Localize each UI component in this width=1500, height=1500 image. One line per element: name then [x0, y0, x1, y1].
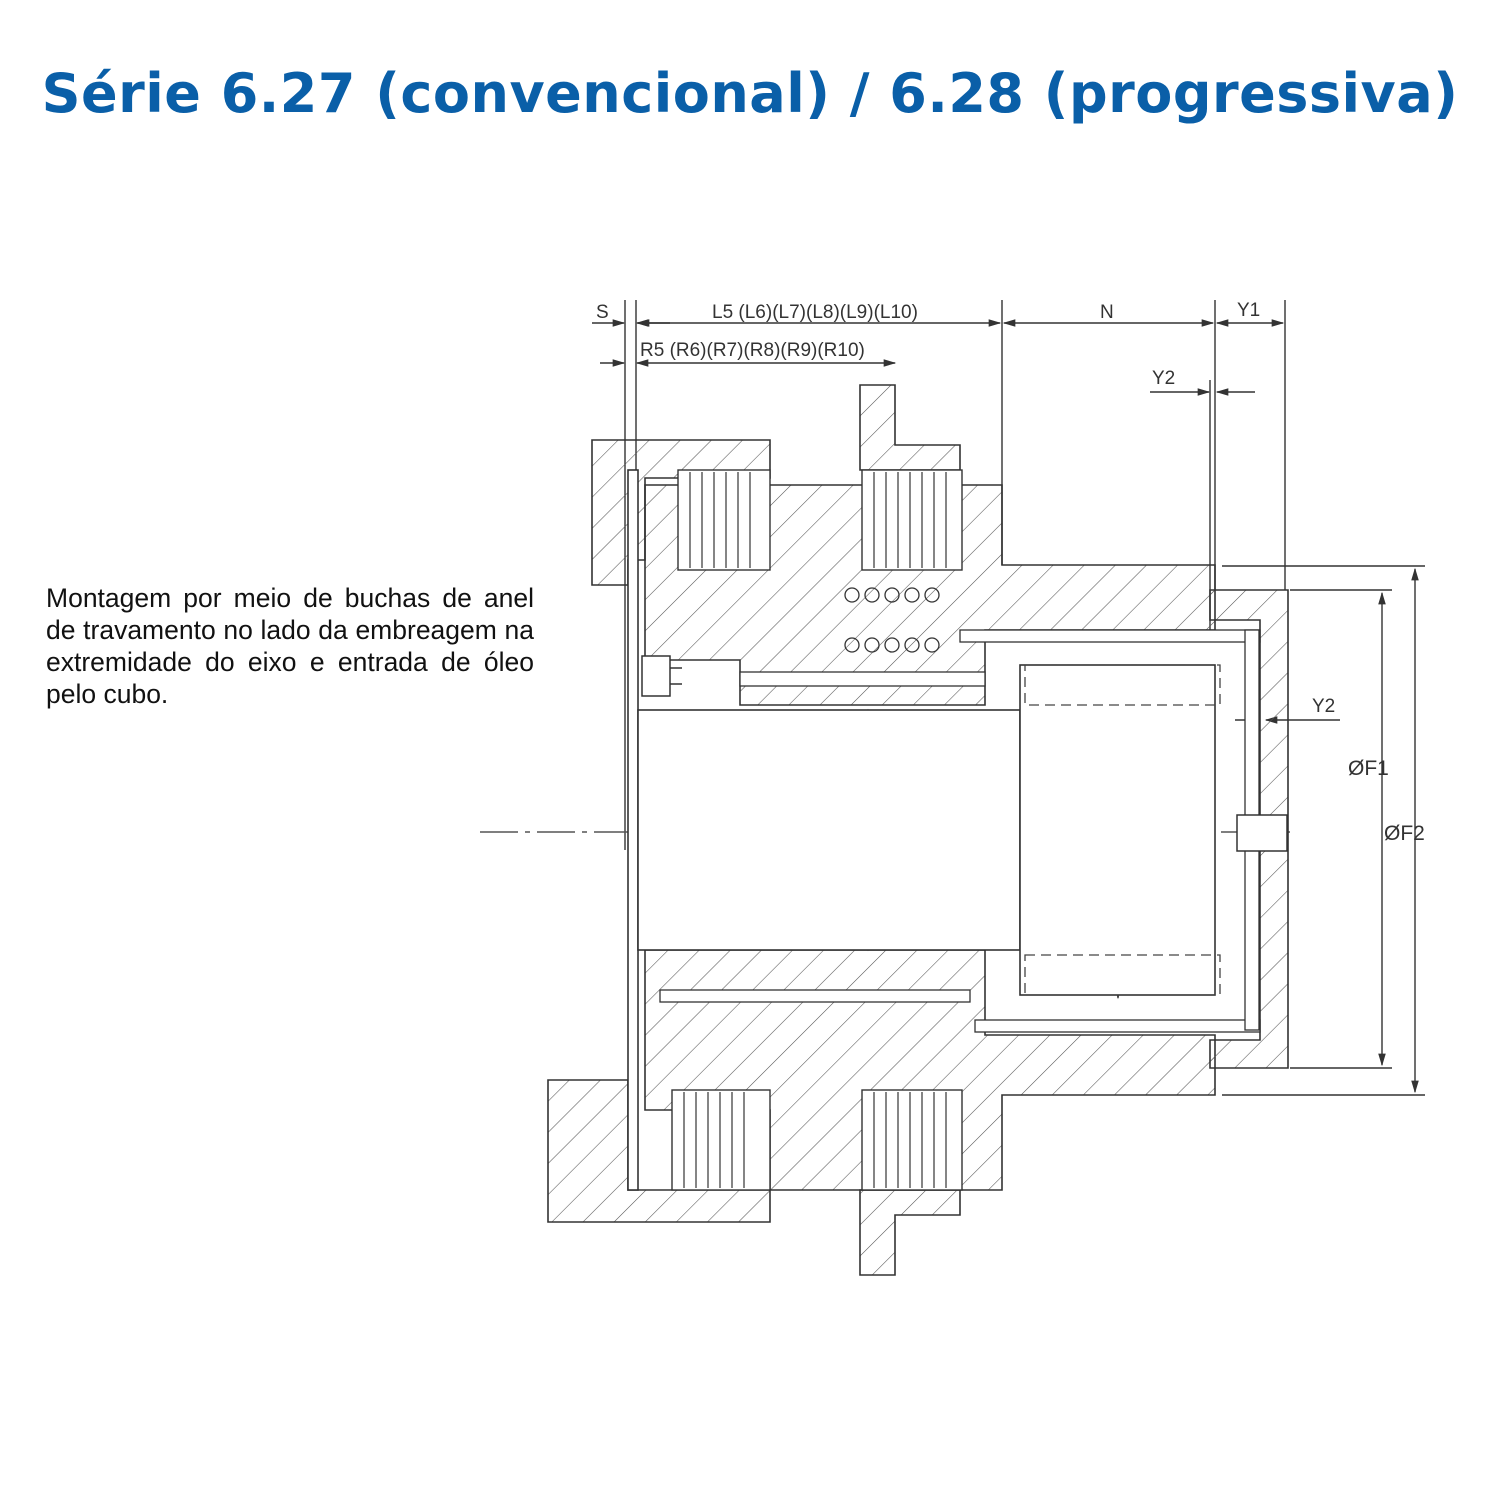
- dim-label-s: S: [596, 302, 609, 323]
- oil-channel-top: [740, 672, 985, 686]
- end-plate: [628, 470, 638, 1190]
- bore-step: [1020, 665, 1215, 995]
- dim-label-dia-f1: ØF1: [1348, 757, 1389, 780]
- plate-pack-bottom-left: [672, 1090, 770, 1190]
- plate-pack-top-left: [678, 470, 770, 570]
- dim-label-y1: Y1: [1237, 300, 1261, 321]
- plate-pack-top-right: [862, 470, 962, 570]
- page-title: Série 6.27 (convencional) / 6.28 (progressiva): [41, 62, 1459, 125]
- dim-label-dia-f2: ØF2: [1384, 822, 1425, 845]
- oil-plug-screw: [642, 656, 670, 696]
- shaft-bore: [638, 710, 1020, 950]
- flange-top: [860, 385, 960, 470]
- mounting-description: Montagem por meio de buchas de anel de travamento no lado da embreagem na extremidade do eixo e entrada de óleo pelo cubo.: [46, 583, 534, 709]
- dim-label-n: N: [1100, 302, 1114, 323]
- flange-bottom: [860, 1190, 960, 1275]
- dim-label-y2-right: Y2: [1312, 696, 1336, 717]
- dim-label-r: R5 (R6)(R7)(R8)(R9)(R10): [640, 340, 865, 361]
- oil-channel-bottom: [660, 990, 970, 1002]
- dim-label-l: L5 (L6)(L7)(L8)(L9)(L10): [712, 302, 918, 323]
- oil-channel-lower-bore: [975, 1020, 1260, 1032]
- oil-inlet: [1237, 815, 1287, 851]
- plate-pack-bottom-right: [862, 1090, 962, 1190]
- dim-label-y2-top: Y2: [1152, 368, 1176, 389]
- oil-channel-upper-bore: [960, 630, 1260, 642]
